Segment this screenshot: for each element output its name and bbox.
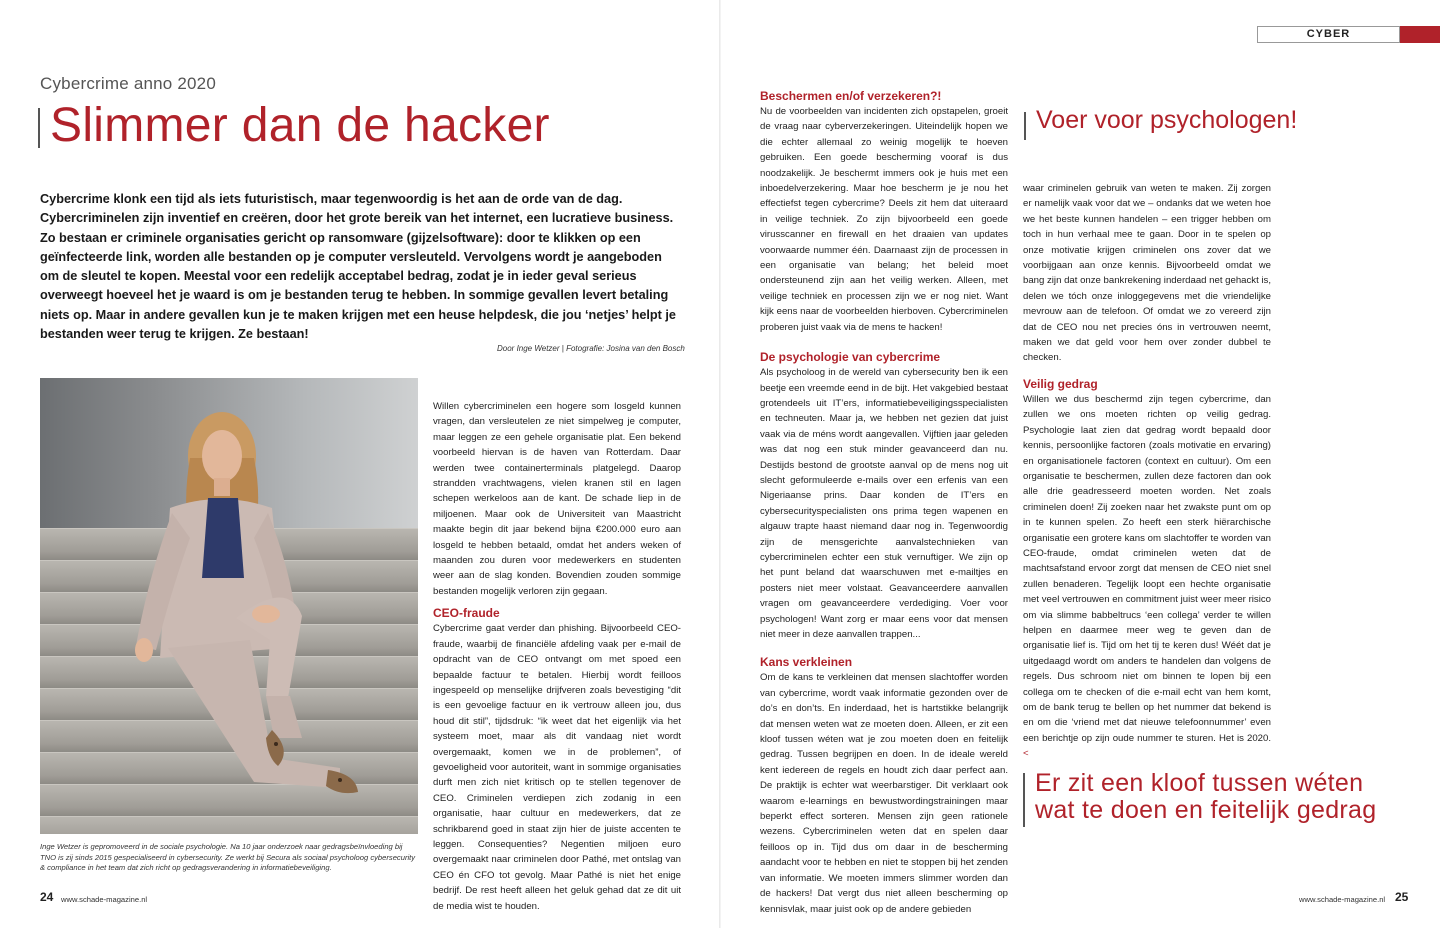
spread-gutter [719,0,721,928]
paragraph: waar criminelen gebruik van weten te maken. Zij zorgen er namelijk vaak voor dat we – ondanks dat we weten hoe we het beste kunnen handelen – een trigger hebben om toch in hun verhaal mee te gaan. Door in te spelen op onze motivatie krijgen criminelen ons zover dat we voorbijgaan aan onze kennis. Bijvoorbeeld omdat we bang zijn dat onze bankrekening inderdaad net gehackt is, delen we tóch onze inloggegevens met die vriendelijke mevrouw aan de telefoon. Of omdat we zo vereerd zijn dat de CEO nou net precies óns in vertrouwen neemt, maken we dat geld voor hem over zonder dubbel te checken. [1023,183,1272,364]
subheading-beschermen: Beschermen en/of verzekeren?! [760,89,942,103]
pullquote-bar [1024,112,1026,140]
body-column-2 [760,88,1008,917]
article-title: Slimmer dan de hacker [50,99,550,152]
subheading-ceo-fraude: CEO-fraude [433,606,500,621]
footer-url-right: www.schade-magazine.nl [1299,895,1386,904]
paragraph [1023,392,1271,762]
subheading-kans-verkleinen: Kans verkleinen [760,655,853,670]
page-number-left: 24 [40,890,54,904]
body-column-1 [433,399,681,914]
page-number-right: 25 [1395,890,1409,904]
section-tag: CYBER [1257,26,1400,43]
paragraph: Cybercrime gaat verder dan phishing. Bijvoorbeeld CEO-fraude, waarbij de financiële afdeling vaak per e-mail de opdracht van de CEO ontvangt om met spoed een bepaalde factuur te betalen. Hierbij wordt feilloos ingespeeld op menselijke drijfveren zoals bevestiging “dit is een gevoelige factuur en ik vertrouw alleen jou, dus houd dit stil”, tijdsdruk: “ik weet dat het eigenlijk via het systeem moet, maar als dit vandaag niet wordt overgemaakt, komen we in de problemen”, of gevoeligheid voor autoriteit, want in sommige organisaties durft men zich niet kritisch op te stellen tegenover de CEO. Criminelen verdiepen zich zodanig in een organisatie, haar cultuur en medewerkers, dat ze schrikbarend goed in staat zijn hier de juiste accenten te leggen. Consequenties? Negentien miljoen euro overgemaakt naar criminelen door Pathé, met ontslag van CEO én CFO tot gevolg. Maar Pathé is niet het enige bedrijf. De rest heeft alleen het geluk gehad dat ze dit uit de media wist te houden. [433,623,681,912]
article-kicker: Cybercrime anno 2020 [40,74,216,93]
paragraph: Willen cybercriminelen een hogere som losgeld kunnen vragen, dan versleutelen ze niet simpelweg je computer, maar leggen ze een gehele organisatie plat. Een bekend voorbeeld hiervan is de haven van Rotterdam. Daar werden twee containerterminals platgelegd. Daarop strandden vrachtwagens, vielen kranen stil en lagen schepen werkeloos aan de kant. De schade liep in de miljoenen. Maar ook de Universiteit van Maastricht maakte begin dit jaar bekend bijna €200.000 euro aan losgeld te hebben betaald, omdat het anders weken of maanden zou duren voor medewerkers en studenten weer aan de slag konden. Bovendien zouden sommige bestanden mogelijk verloren zijn gegaan. [433,401,681,597]
title-bar [38,108,40,148]
subheading-psychologie: De psychologie van cybercrime [760,350,941,365]
footer-url-left: www.schade-magazine.nl [61,895,148,904]
photo-caption: Inge Wetzer is gepromoveerd in de sociale psychologie. Na 10 jaar onderzoek naar gedragsbeïnvloeding bij TNO is zij sinds 2015 gespecialiseerd in cybersecurity. Ze werkt bij Secura als sociaal psycholoog cybersecurity & compliance in het team dat zich richt op gedragsverandering in informatiebeveiliging. [40,842,416,873]
byline: Door Inge Wetzer | Fotografie: Josina van den Bosch [497,344,685,353]
body-column-3 [1023,181,1271,762]
pullquote-line: wat te doen en feitelijk gedrag [1035,796,1377,824]
end-mark: < [1023,748,1029,760]
article-intro: Cybercrime klonk een tijd als iets futuristisch, maar tegenwoordig is het aan de orde van de dag. Cybercriminelen zijn inventief en creëren, door het grote bereik van het internet, een lucratieve business. Zo bestaan er criminele organisaties gericht op ransomware (gijzelsoftware): door te klikken op een geïnfecteerde link, worden alle bestanden op je computer versleuteld. Vervolgens wordt je aangeboden om de sleutel te kopen. Meestal voor een redelijk acceptabel bedrag, zodat je in ieder geval serieus overweegt hoeveel het je waard is om je bestanden terug te hebben. In sommige gevallen levert betaling niets op. Maar in andere gevallen kun je te maken krijgen met een heuse helpdesk, die jou ‘netjes’ helpt je bestanden weer terug te krijgen. Ze bestaan! [40,192,676,342]
pullquote-bar [1023,773,1025,827]
paragraph: Om de kans te verkleinen dat mensen slachtoffer worden van cybercrime, wordt vaak informatie gezonden over de do’s en don’ts. En inderdaad, het is hartstikke belangrijk dat mensen weten wat ze moeten doen. Alleen, er zit een kloof tussen wéten wat je zou moeten doen en feitelijk gedrag. Tussen begrijpen en doen. In de ideale wereld kent iedereen de regels en houdt zich daar perfect aan. De praktijk is echter wat weerbarstiger. Dit verklaart ook waarom e-learnings en bewustwordingstrainingen maar beperkt effect sorteren. Mensen zijn geen rationele wezens. Cybercriminelen weten dat en spelen daar feilloos op in. Tijd dus om daar in de bescherming aandacht voor te hebben en niet te stoppen bij het zenden van informatie. We moeten immers slimmer worden dan de hackers! Dat vergt dus niet alleen bescherming op kennisvlak, maar juist ook op de andere gebieden [760,672,1008,915]
subheading-veilig-gedrag: Veilig gedrag [1023,376,1098,391]
author-photo [40,378,418,834]
pullquote-kloof [1035,770,1376,824]
pullquote-line: Er zit een kloof tussen wéten [1035,769,1364,797]
seated-woman-figure [40,378,418,834]
section-tag-accent [1400,26,1440,43]
pullquote-voer-voor-psychologen: Voer voor psychologen! [1036,106,1298,134]
paragraph: Als psycholoog in de wereld van cybersecurity ben ik een beetje een vreemde eend in de bijt. Het vakgebied bestaat grotendeels uit IT’ers, informatiebeveiligingsspecialisten en techneuten. Maar ja, we hebben net gezien dat juist vaak via de méns wordt aangevallen. Vijftien jaar geleden was dat nog een stuk minder geavanceerd dan nu. Destijds bestond de grootste aanval op de mens nog uit slecht geformuleerde e-mails over een erfenis van een Nigeriaanse prins. Daar konden de IT’ers en cybersecurityspecialisten ons prima tegen wapenen en algauw trapte haast niemand daar nog in. Tegenwoordig zijn de mensgerichte aanvalstechnieken van cybercriminelen echter een stuk vernuftiger. We zijn op het punt beland dat waarschuwen met e-mailtjes en posters niet meer volstaat. Geavanceerdere aanvallen vragen om geavanceerdere verdediging. Voer voor psychologen! Want zorg er maar eens voor dat mensen niet meer in deze aanvallen trappen... [760,367,1009,640]
paragraph-text: Willen we dus beschermd zijn tegen cybercrime, dan zullen we ons moeten richten op veilig gedrag. Psychologie laat zien dat gedrag wordt bepaald door kennis, persoonlijke factoren (zoals motivatie en ervaring) en organisationele factoren (context en cultuur). Om een organisatie te beschermen, zullen deze factoren dan ook alle drie geadresseerd moeten worden. Net zoals criminelen doen! Zij zoeken naar het zwakste punt om op in te kunnen spelen. Zo heeft een sterk hiërarchische organisatie een grotere kans om slachtoffer te worden van CEO-fraude, omdat criminelen weten dat de machtsafstand ervoor zorgt dat mensen de CEO niet snel zullen benaderen. Tegelijk loopt een hechte organisatie met veel vertrouwen en commitment juist weer meer risico om via slimme babbeltrucs ‘een collega’ verder te willen helpen en daarmee meer weg te geven dan de organisatie lief is. Tijd om het tij te keren dus! Wéét dat je uitgedaagd wordt om anders te handelen dan volgens de regels. Dus schroom niet om binnen te lopen bij een collega om te checken of die e-mail echt van hem komt, om de bank terug te bellen op het nummer dat bekend is en om die ‘vriend met dat nieuwe telefoonnummer’ even een berichtje op zijn oude nummer te sturen. Het is 2020. [1023,393,1271,744]
paragraph: Nu de voorbeelden van incidenten zich opstapelen, groeit de vraag naar cyberverzekeringen. Uiteindelijk hopen we die echter allemaal zo weinig mogelijk te hoeven gebruiken. Een goede bescherming vooraf is dus noodzakelijk. Je beschermt immers ook je huis met een inboedelverzekering. Maar hoe bescherm je je nou het effectiefst tegen cybercrime? Deels zit hem dat uiteraard in veilige techniek. Zo zijn bijvoorbeeld een goede virusscanner en firewall en het draaien van updates voorwaarde nummer één. Daarnaast zijn de processen in een organisatie van belang; het beleid moet ondersteunend zijn aan het veilig werken. Alleen, met veilige techniek en processen zijn we er nog niet. Want kijk eens naar de voorbeelden hierboven. Cybercriminelen proberen juist vaak via de mens te hacken! [760,106,1008,333]
